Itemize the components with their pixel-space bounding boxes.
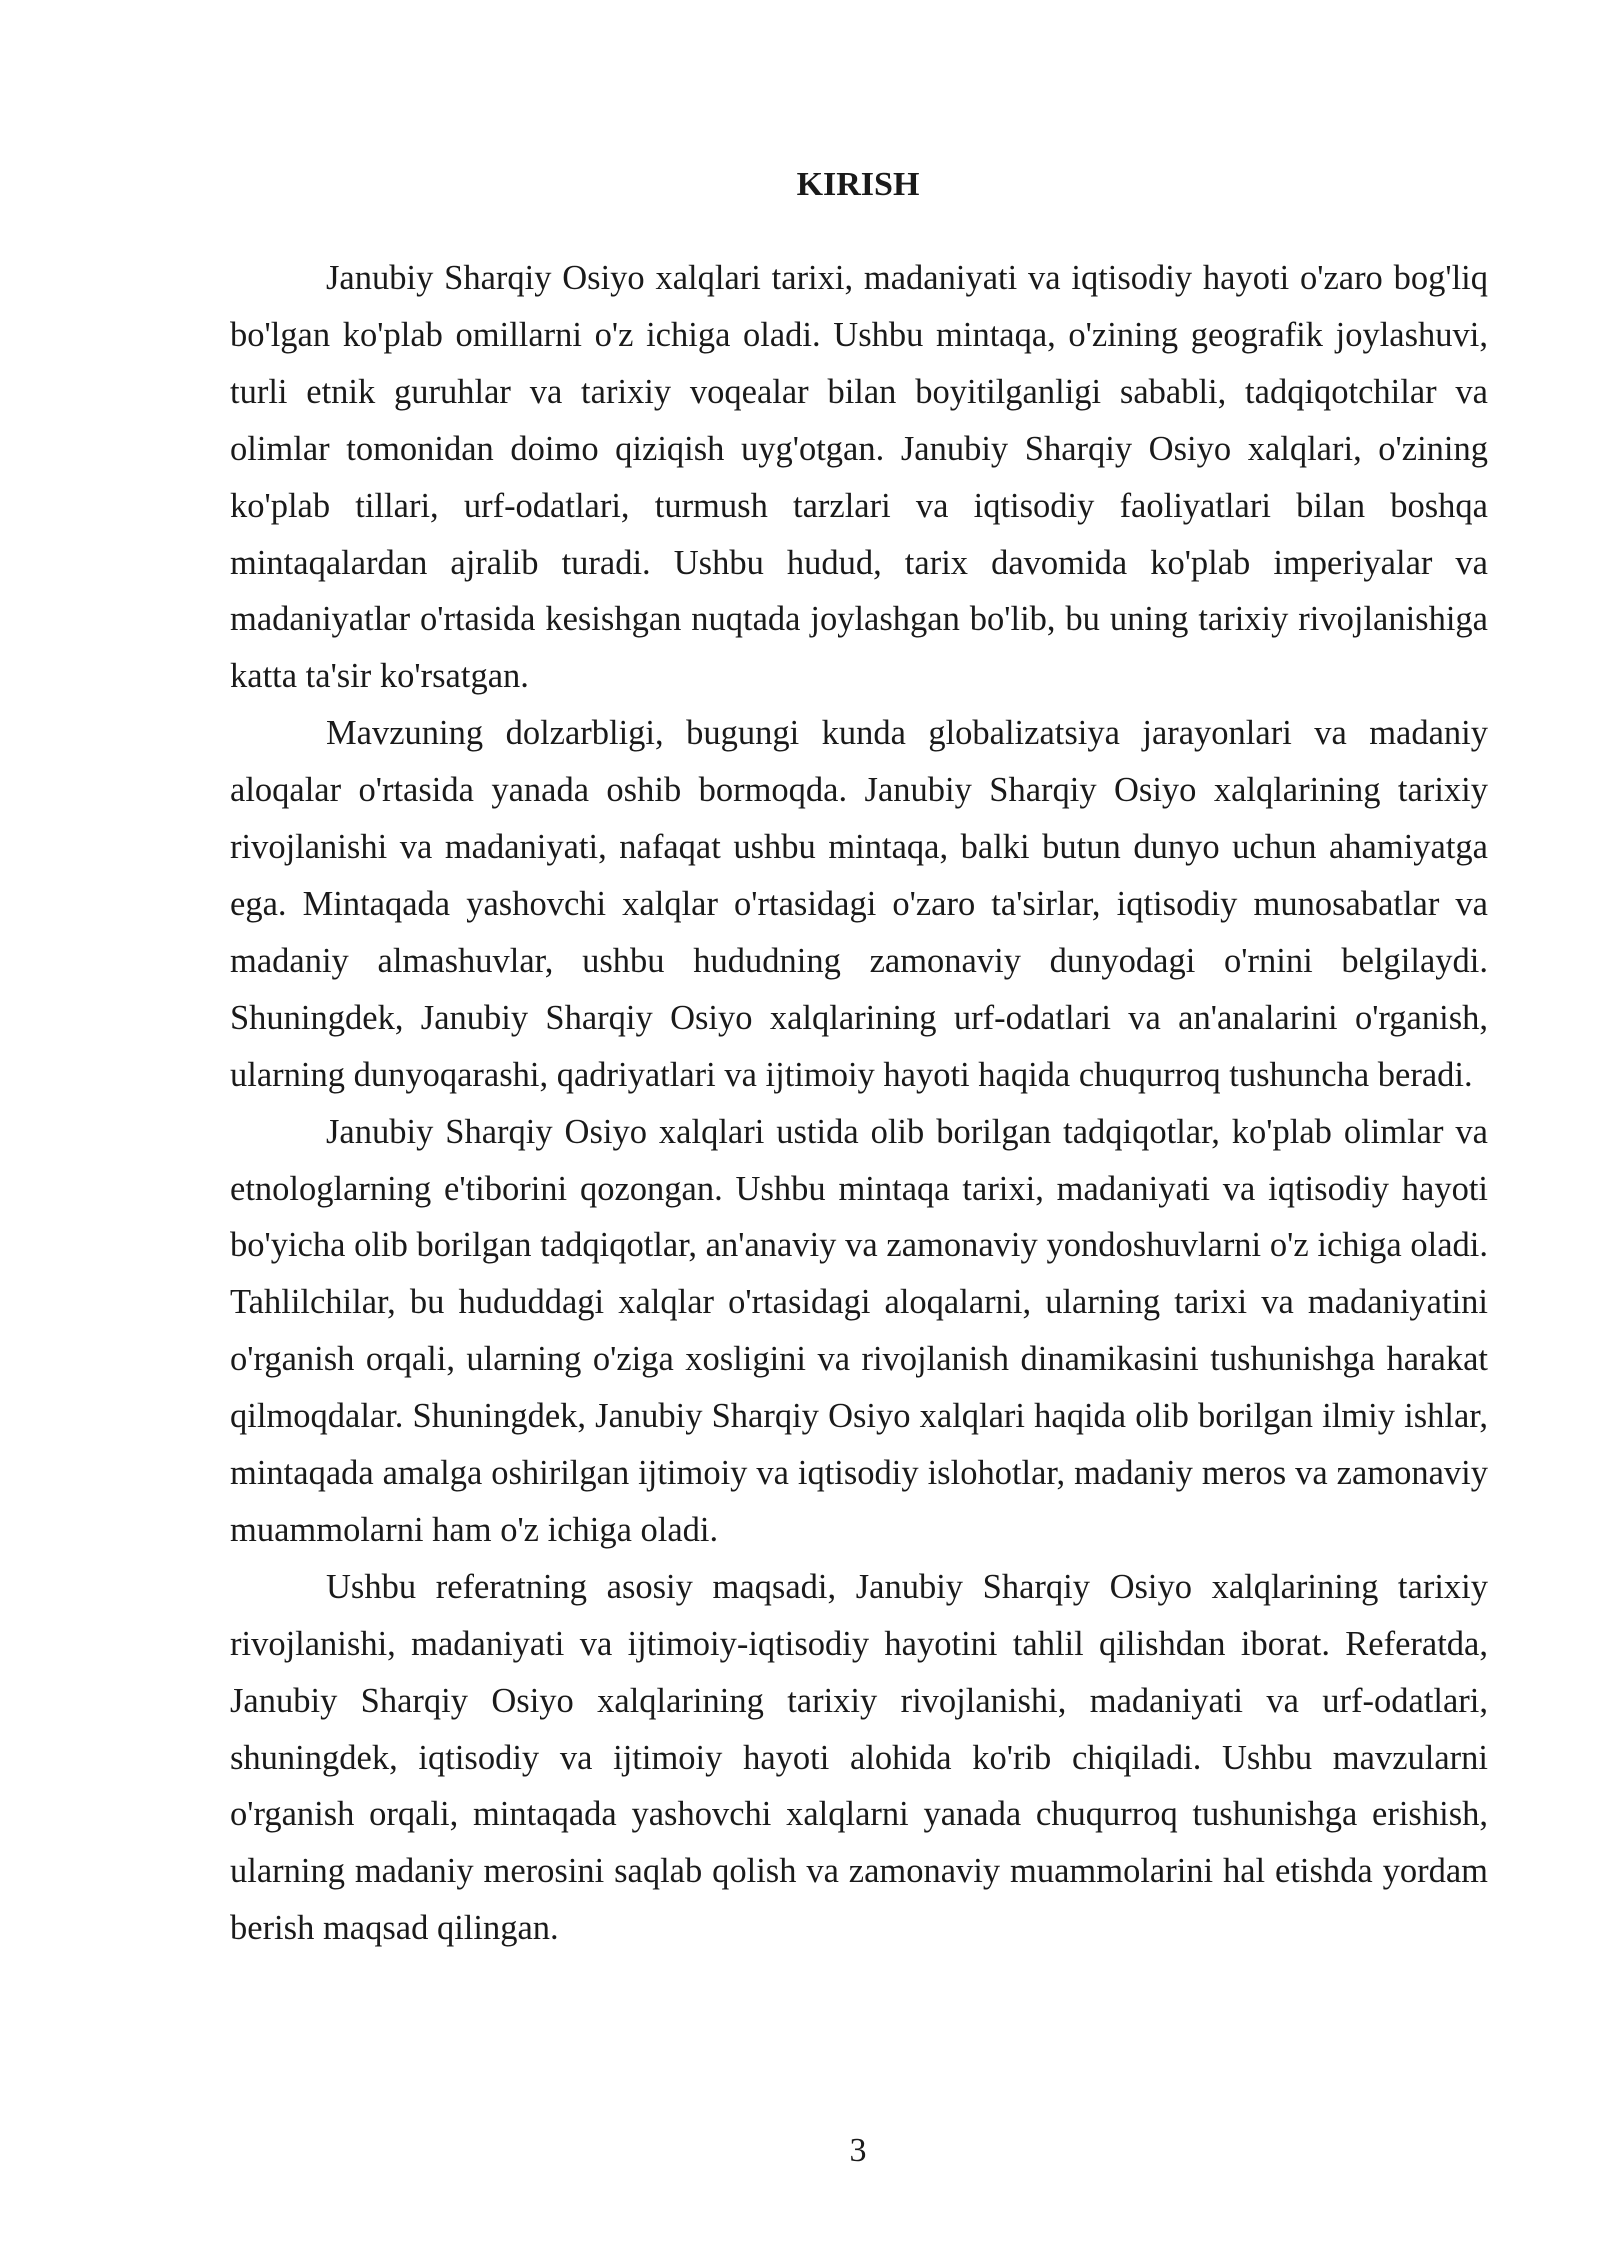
paragraph-research: Janubiy Sharqiy Osiyo xalqlari ustida olib borilgan tadqiqotlar, ko'plab olimlar va etnologlarning e'tiborini qozongan. Ushbu mintaqa tarixi, madaniyati va iqtisodiy hayoti bo'yicha olib borilgan tadqiqotlar, an'anaviy va zamonaviy yondoshuvlarni o'z ichiga oladi. Tahlilchilar, bu hududdagi xalqlar o'rtasidagi aloqalarni, ularning tarixi va madaniyatini o'rganish orqali, ularning o'ziga xosligini va rivojlanish dinamikasini tushunishga harakat qilmoqdalar. Shuningdek, Janubiy Sharqiy Osiyo xalqlari haqida olib borilgan ilmiy ishlar, mintaqada amalga oshirilgan ijtimoiy va iqtisodiy islohotlar, madaniy meros va zamonaviy muammolarni ham o'z ichiga oladi. bbox=[230, 1112, 1488, 1549]
paragraph-intro: Janubiy Sharqiy Osiyo xalqlari tarixi, madaniyati va iqtisodiy hayoti o'zaro bog'liq bo'lgan ko'plab omillarni o'z ichiga oladi. Ushbu mintaqa, o'zining geografik joylashuvi, turli etnik guruhlar va tarixiy voqealar bilan boyitilganligi sababli, tadqiqotchilar va olimlar tomonidan doimo qiziqish uyg'otgan. Janubiy Sharqiy Osiyo xalqlari, o'zining ko'plab tillari, urf-odatlari, turmush tarzlari va iqtisodiy faoliyatlari bilan boshqa mintaqalardan ajralib turadi. Ushbu hudud, tarix davomida ko'plab imperiyalar va madaniyatlar o'rtasida kesishgan nuqtada joylashgan bo'lib, bu uning tarixiy rivojlanishiga katta ta'sir ko'rsatgan. bbox=[230, 259, 1488, 696]
section-heading: KIRISH bbox=[796, 166, 920, 203]
body-text bbox=[230, 250, 1488, 1957]
page-number: 3 bbox=[849, 2132, 867, 2169]
paragraph-relevance: Mavzuning dolzarbligi, bugungi kunda globalizatsiya jarayonlari va madaniy aloqalar o'rtasida yanada oshib bormoqda. Janubiy Sharqiy Osiyo xalqlarining tarixiy rivojlanishi va madaniyati, nafaqat ushbu mintaqa, balki butun dunyo uchun ahamiyatga ega. Mintaqada yashovchi xalqlar o'rtasidagi o'zaro ta'sirlar, iqtisodiy munosabatlar va madaniy almashuvlar, ushbu hududning zamonaviy dunyodagi o'rnini belgilaydi. Shuningdek, Janubiy Sharqiy Osiyo xalqlarining urf-odatlari va an'analarini o'rganish, ularning dunyoqarashi, qadriyatlari va ijtimoiy hayoti haqida chuqurroq tushuncha beradi. bbox=[230, 714, 1488, 1094]
paragraph-aim: Ushbu referatning asosiy maqsadi, Janubiy Sharqiy Osiyo xalqlarining tarixiy rivojlanishi, madaniyati va ijtimoiy-iqtisodiy hayotini tahlil qilishdan iborat. Referatda, Janubiy Sharqiy Osiyo xalqlarining tarixiy rivojlanishi, madaniyati va urf-odatlari, shuningdek, iqtisodiy va ijtimoiy hayoti alohida ko'rib chiqiladi. Ushbu mavzularni o'rganish orqali, mintaqada yashovchi xalqlarni yanada chuqurroq tushunishga erishish, ularning madaniy merosini saqlab qolish va zamonaviy muammolarini hal etishda yordam berish maqsad qilingan. bbox=[230, 1567, 1488, 1948]
